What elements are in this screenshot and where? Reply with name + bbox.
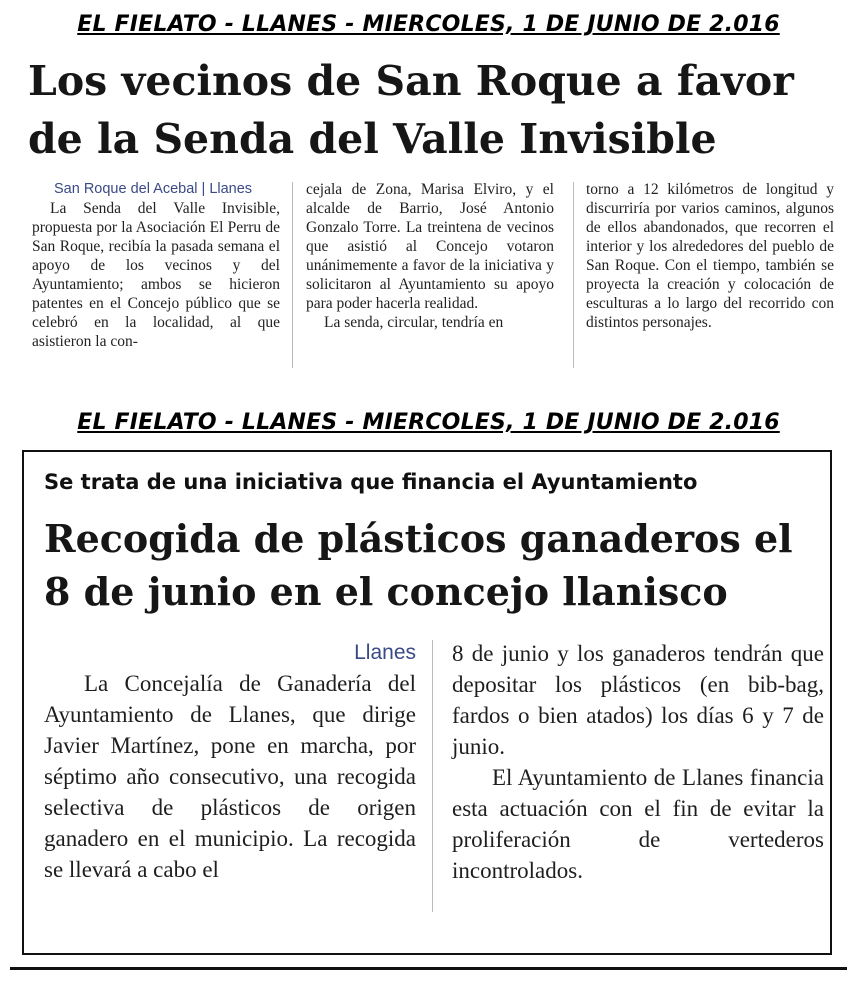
newspaper-banner-top: EL FIELATO - LLANES - MIERCOLES, 1 DE JUNIO DE 2.016: [77, 12, 780, 37]
article-plasticos-paragraph: La Concejalía de Ganadería del Ayuntamiento de Llanes, que dirige Javier Martínez, pone en marcha, por séptimo año consecutivo, una recogida selectiva de plásticos de origen ganadero en el municipio. La recogida se llevará a cabo el: [44, 671, 416, 882]
article-senda-paragraph: La senda, circular, tendría en: [324, 314, 504, 331]
article-senda-column-3: [586, 180, 834, 332]
headline-plasticos-line2: 8 de junio en el concejo llanisco: [44, 569, 728, 614]
headline-plasticos-line1: Recogida de plásticos ganaderos el: [44, 516, 793, 561]
article-plasticos-paragraph: 8 de junio y los ganaderos tendrán que depositar los plásticos (en bib-bag, fardos o bien atados) los días 6 y 7 de junio.: [452, 641, 824, 759]
newspaper-banner-bottom: EL FIELATO - LLANES - MIERCOLES, 1 DE JUNIO DE 2.016: [77, 410, 780, 435]
article-senda-body: [0, 180, 857, 376]
article-plasticos-column-2: [452, 638, 824, 886]
article-senda-paragraph: cejala de Zona, Marisa Elviro, y el alcalde de Barrio, José Antonio Gonzalo Torre. La treintena de vecinos que asistió al Concejo votaron unánimemente a favor de la iniciativa y solicitaron al Ayuntamiento su apoyo para poder hacerla realidad.: [306, 181, 554, 312]
article-senda-paragraph: torno a 12 kilómetros de longitud y discurriría por varios caminos, algunos de ellos abandonados, que recorren el interior y los alrededores del pueblo de San Roque. Con el tiempo, también se proyecta la creación y colocación de esculturas a lo largo del recorrido con distintos personajes.: [586, 181, 834, 331]
article-senda-paragraph: La Senda del Valle Invisible, propuesta por la Asociación El Perru de San Roque, recibía la pasada semana el apoyo de los vecinos y del Ayuntamiento; ambos se hicieron patentes en el Concejo público que se celebró en la localidad, al que asistieron la con-: [32, 200, 280, 350]
article-plasticos-column-1: [44, 638, 416, 885]
article-senda-column-1: [32, 180, 280, 351]
column-divider: [573, 182, 574, 368]
article-senda-column-2: [306, 180, 554, 332]
article-plasticos-box: [22, 450, 832, 955]
headline-senda: [28, 52, 838, 168]
headline-plasticos: [44, 512, 824, 618]
column-divider: [292, 182, 293, 368]
dateline-san-roque: San Roque del Acebal | Llanes: [54, 181, 253, 197]
article-plasticos-paragraph: El Ayuntamiento de Llanes financia esta actuación con el fin de evitar la proliferación de vertederos incontrolados.: [452, 765, 824, 883]
bottom-divider: [10, 967, 847, 970]
headline-senda-line1: Los vecinos de San Roque a favor: [28, 57, 794, 105]
column-divider: [432, 640, 433, 912]
headline-senda-line2: de la Senda del Valle Invisible: [28, 115, 717, 163]
dateline-llanes: Llanes: [354, 641, 416, 664]
kicker-plasticos: Se trata de una iniciativa que financia el Ayuntamiento: [44, 470, 698, 494]
